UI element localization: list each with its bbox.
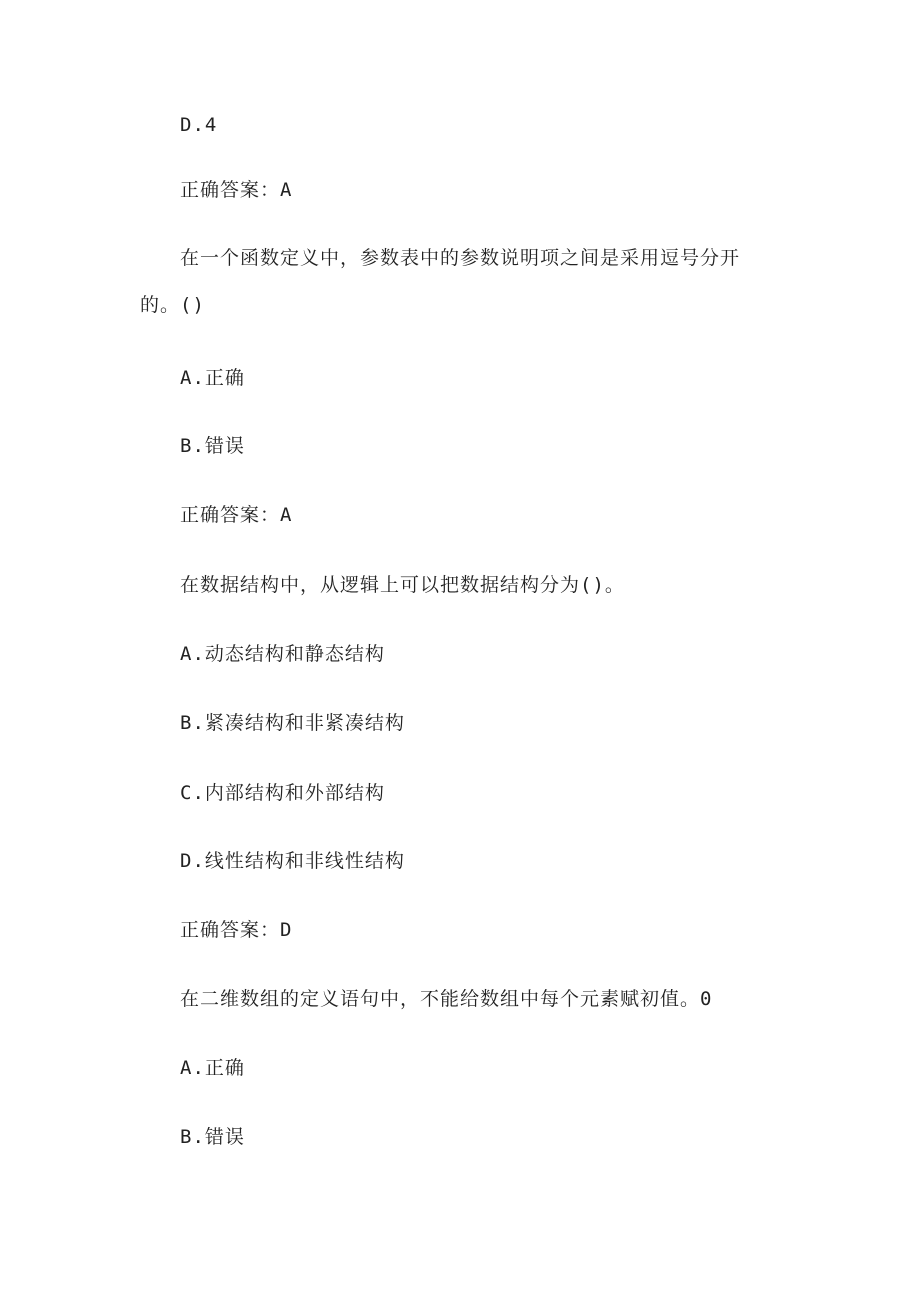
option-a: A.正确 — [180, 367, 245, 389]
answer-line: 正确答案：A — [180, 179, 293, 201]
option-b: B.错误 — [180, 1126, 245, 1148]
answer-line: 正确答案：A — [180, 504, 293, 526]
option-c: C.内部结构和外部结构 — [180, 782, 385, 804]
option-d: D.4 — [180, 114, 218, 136]
option-b: B.错误 — [180, 435, 245, 457]
option-d: D.线性结构和非线性结构 — [180, 850, 405, 872]
answer-line: 正确答案：D — [180, 919, 293, 941]
question-text: 在二维数组的定义语句中，不能给数组中每个元素赋初值。0 — [180, 988, 713, 1010]
option-a: A.动态结构和静态结构 — [180, 643, 385, 665]
option-b: B.紧凑结构和非紧凑结构 — [180, 712, 405, 734]
question-text-continued: 的。() — [140, 294, 205, 316]
option-a: A.正确 — [180, 1057, 245, 1079]
question-text: 在一个函数定义中，参数表中的参数说明项之间是采用逗号分开 — [180, 247, 741, 269]
question-text: 在数据结构中，从逻辑上可以把数据结构分为()。 — [180, 574, 625, 596]
